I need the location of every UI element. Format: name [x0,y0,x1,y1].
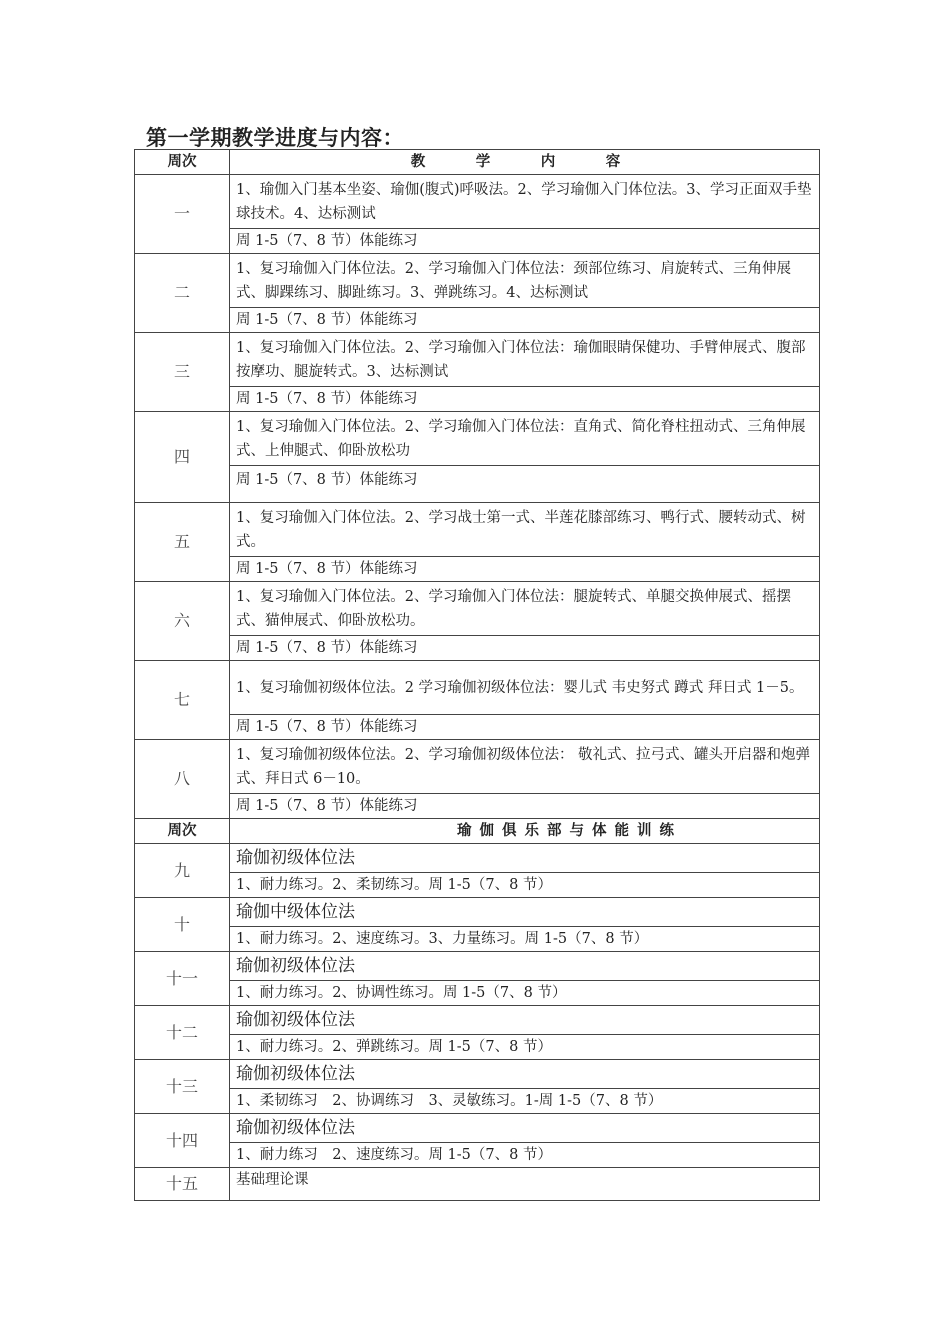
week-content: 瑜伽初级体位法 [230,1114,820,1143]
week-row [135,1168,820,1201]
header2-content: 瑜伽俱乐部与体能训练 [457,823,682,839]
week-content: 1、复习瑜伽初级体位法。2 学习瑜伽初级体位法：婴儿式 韦史努式 蹲式 拜日式 1－5。 [230,661,820,715]
week-content: 1、复习瑜伽入门体位法。2、学习战士第一式、半莲花膝部练习、鸭行式、腰转动式、树式。 [230,503,820,557]
week-row [135,844,820,873]
week-row [135,1006,820,1035]
week-note: 周 1-5（7、8 节）体能练习 [230,387,820,412]
week-note: 1、柔韧练习 2、协调练习 3、灵敏练习。1-周 1-5（7、8 节） [230,1089,820,1114]
week-row [135,333,820,387]
week-note: 周 1-5（7、8 节）体能练习 [230,308,820,333]
week-number: 十 [135,898,230,952]
week-row [135,740,820,794]
week-number: 十一 [135,952,230,1006]
week-note: 1、耐力练习。2、协调性练习。周 1-5（7、8 节） [230,981,820,1006]
week-row [135,254,820,308]
week-number: 二 [135,254,230,333]
week-note: 1、耐力练习 2、速度练习。周 1-5（7、8 节） [230,1143,820,1168]
week-number: 十五 [135,1168,230,1201]
week-content: 1、复习瑜伽入门体位法。2、学习瑜伽入门体位法：腿旋转式、单腿交换伸展式、摇摆式、猫伸展式、仰卧放松功。 [230,582,820,636]
week-note: 1、耐力练习。2、柔韧练习。周 1-5（7、8 节） [230,873,820,898]
week-note: 周 1-5（7、8 节）体能练习 [230,794,820,819]
week-note: 1、耐力练习。2、弹跳练习。周 1-5（7、8 节） [230,1035,820,1060]
week-row [135,582,820,636]
page-title: 第一学期教学进度与内容： [146,126,404,150]
table-header [135,150,820,175]
week-row [135,175,820,229]
week-number: 六 [135,582,230,661]
week-row [135,898,820,927]
week-number: 四 [135,412,230,503]
week-number: 十四 [135,1114,230,1168]
week-content: 瑜伽初级体位法 [230,1060,820,1089]
week-content: 1、复习瑜伽入门体位法。2、学习瑜伽入门体位法：颈部位练习、肩旋转式、三角伸展式、脚踝练习、脚趾练习。3、弹跳练习。4、达标测试 [230,254,820,308]
week-note: 周 1-5（7、8 节）体能练习 [230,229,820,254]
week-content: 1、瑜伽入门基本坐姿、瑜伽(腹式)呼吸法。2、学习瑜伽入门体位法。3、学习正面双手垫球技术。4、达标测试 [230,175,820,229]
week-content: 基础理论课 [230,1168,820,1201]
week-content: 1、复习瑜伽入门体位法。2、学习瑜伽入门体位法：直角式、简化脊柱扭动式、三角伸展式、上伸腿式、仰卧放松功 [230,412,820,466]
week-content: 瑜伽初级体位法 [230,1006,820,1035]
week-content: 瑜伽初级体位法 [230,844,820,873]
week-number: 一 [135,175,230,254]
week-row [135,661,820,715]
week-row [135,1060,820,1089]
header-content: 教 学 内 容 [230,150,820,175]
week-note: 周 1-5（7、8 节）体能练习 [230,715,820,740]
week-row [135,503,820,557]
week-note: 周 1-5（7、8 节）体能练习 [230,466,820,503]
week-number: 九 [135,844,230,898]
table-header-2 [135,819,820,844]
week-note: 周 1-5（7、8 节）体能练习 [230,636,820,661]
week-content: 瑜伽中级体位法 [230,898,820,927]
week-row [135,1114,820,1143]
week-number: 八 [135,740,230,819]
week-content: 1、复习瑜伽初级体位法。2、学习瑜伽初级体位法： 敬礼式、拉弓式、罐头开启器和炮弹式、拜日式 6－10。 [230,740,820,794]
week-row [135,412,820,466]
schedule-table [134,149,820,1201]
week-number: 三 [135,333,230,412]
week-number: 十二 [135,1006,230,1060]
week-note: 周 1-5（7、8 节）体能练习 [230,557,820,582]
header-week: 周次 [135,150,230,175]
week-row [135,952,820,981]
week-number: 五 [135,503,230,582]
week-note: 1、耐力练习。2、速度练习。3、力量练习。周 1-5（7、8 节） [230,927,820,952]
header2-week: 周次 [135,819,230,844]
week-content: 1、复习瑜伽入门体位法。2、学习瑜伽入门体位法：瑜伽眼睛保健功、手臂伸展式、腹部按摩功、腿旋转式。3、达标测试 [230,333,820,387]
week-number: 七 [135,661,230,740]
week-number: 十三 [135,1060,230,1114]
week-content: 瑜伽初级体位法 [230,952,820,981]
